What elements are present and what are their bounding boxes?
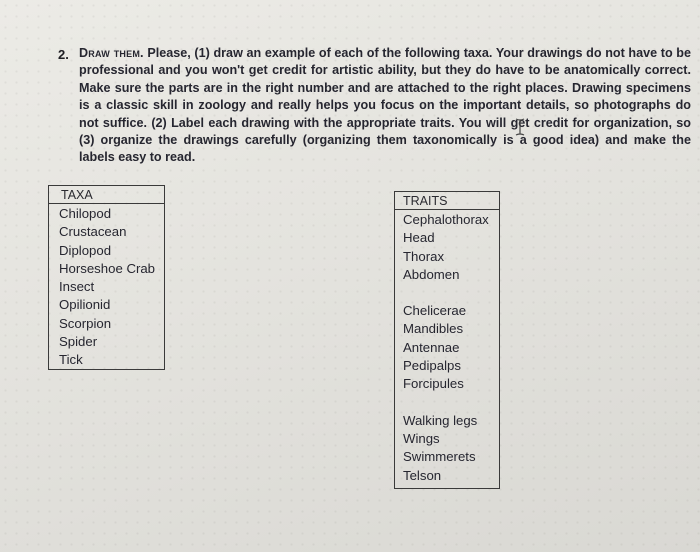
taxa-header: TAXA (49, 186, 164, 204)
traits-item: Telson (403, 467, 442, 483)
taxa-item: Crustacean (59, 224, 127, 240)
traits-item: Mandibles (403, 321, 464, 337)
taxa-item: Diplopod (59, 242, 112, 258)
traits-item: Wings (403, 430, 440, 446)
traits-item: Head (403, 230, 435, 246)
taxa-item: Chilopod (59, 206, 112, 221)
taxa-item: Tick (59, 352, 83, 368)
traits-item: Abdomen (403, 266, 460, 282)
traits-item: Chelicerae (403, 303, 467, 319)
traits-item: Antennae (403, 339, 460, 355)
question-lead: Draw them. (79, 46, 144, 60)
traits-item: Walking legs (403, 412, 478, 428)
traits-item: Swimmerets (403, 449, 476, 465)
traits-item: Thorax (403, 248, 445, 264)
text-cursor-icon (515, 118, 525, 136)
traits-item: Forcipules (403, 376, 464, 392)
taxa-item: Scorpion (59, 315, 112, 331)
taxa-item: Opilionid (59, 297, 111, 313)
taxa-table (48, 185, 165, 370)
traits-item: Pedipalps (403, 358, 461, 374)
taxa-item: Spider (59, 334, 98, 350)
traits-table (394, 191, 500, 489)
traits-item: Cephalothorax (403, 212, 489, 227)
question-text: Please, (1) draw an example of each of the following taxa. Your drawings do not have to be professional and you won't get credit for artistic ability, but they do have to be anatomically correct. Make sure the parts are in the right number and are attached to the right places. Drawing specimens is a classic skill in zoology and really helps you focus on the important details, so photographs do not suffice. (2) Label each drawing with the appropriate traits. You will get credit for organization, so (3) organize the drawings carefully (organizing them taxonomically is a good idea) and make the labels easy to read. (79, 46, 691, 165)
question-number: 2. (58, 47, 69, 62)
traits-header: TRAITS (395, 192, 499, 210)
taxa-item: Insect (59, 279, 95, 295)
question-instructions (79, 45, 691, 167)
taxa-item: Horseshoe Crab (59, 260, 156, 276)
